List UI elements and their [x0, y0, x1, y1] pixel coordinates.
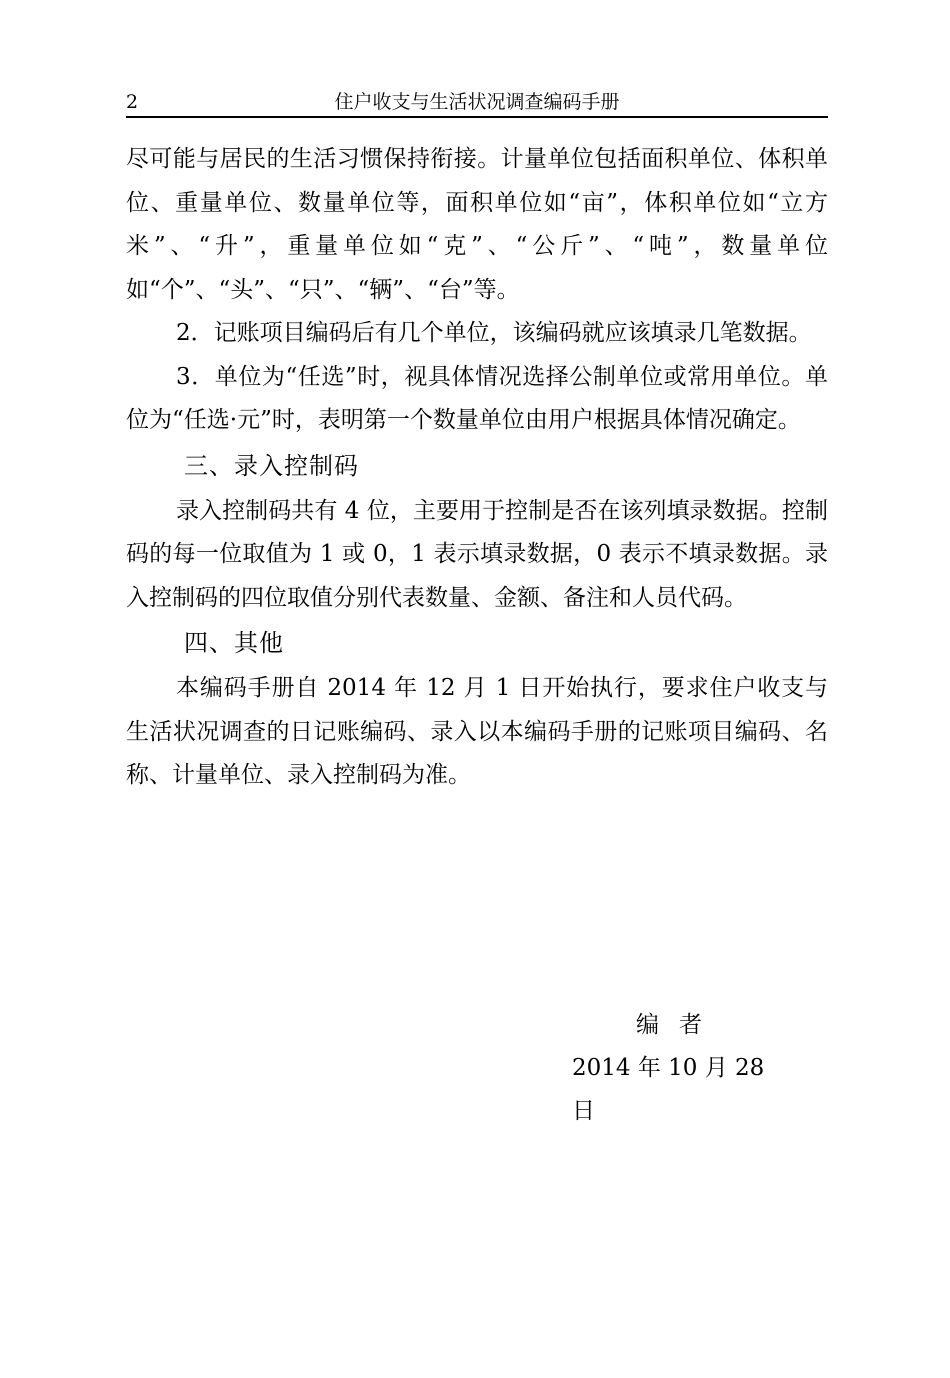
paragraph-item-2: 2．记账项目编码后有几个单位，该编码就应该填录几笔数据。	[176, 320, 812, 346]
paragraph-control-code: 录入控制码共有 4 位，主要用于控制是否在该列填录数据。控制码的每一位取值为 1 或 0，1 表示填录数据，0 表示不填录数据。录入控制码的四位取值分别代表数量、金额、备注和人员代码。	[126, 497, 828, 611]
body-text	[126, 138, 828, 798]
page-header	[126, 90, 828, 118]
paragraph-units: 尽可能与居民的生活习惯保持衔接。计量单位包括面积单位、体积单位、重量单位、数量单位等，面积单位如“亩”，体积单位如“立方米”、“升”，重量单位如“克”、“公斤”、“吨”，数量单位如“个”、“头”、“只”、“辆”、“台”等。	[126, 146, 828, 303]
section-heading-4: 四、其他	[184, 629, 284, 657]
signature-block	[572, 1004, 782, 1133]
paragraph-item-3: 3．单位为“任选”时，视具体情况选择公制单位或常用单位。单位为“任选·元”时，表明第一个数量单位由用户根据具体情况确定。	[126, 363, 828, 433]
running-title: 住户收支与生活状况调查编码手册	[334, 91, 620, 113]
section-heading-3: 三、录入控制码	[184, 451, 359, 480]
paragraph-other: 本编码手册自 2014 年 12 月 1 日开始执行，要求住户收支与生活状况调查的日记账编码、录入以本编码手册的记账项目编码、名称、计量单位、录入控制码为准。	[126, 675, 828, 788]
page-number: 2	[126, 91, 139, 113]
signature-author: 编者	[636, 1012, 722, 1038]
signature-date: 2014 年 10 月 28 日	[572, 1055, 765, 1124]
